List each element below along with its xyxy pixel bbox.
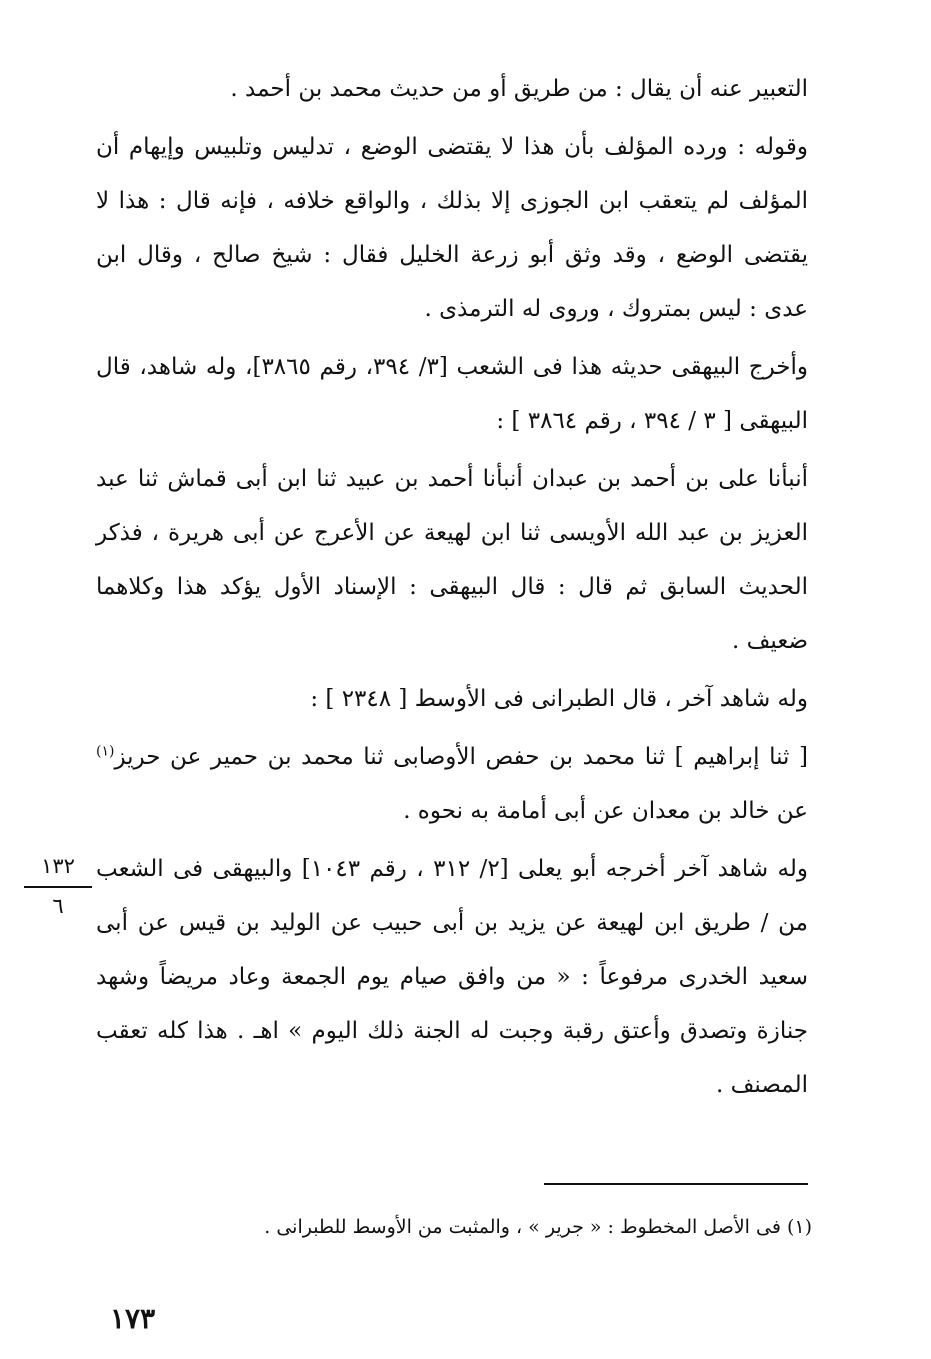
footnote-reference: (١) xyxy=(96,743,115,760)
paragraph-3: وأخرج البيهقى حديثه هذا فى الشعب [٣/ ٣٩٤، رقم ٣٨٦٥]، وله شاهد، قال البيهقى [ ٣ / ٣٩٤ ، رقم ٣٨٦٤ ] : xyxy=(96,354,808,434)
paragraph-4: أنبأنا على بن أحمد بن عبدان أنبأنا أحمد بن عبيد ثنا ابن أبى قماش ثنا عبد العزيز بن عبد الله الأويسى ثنا ابن لهيعة عن الأعرج عن أبى هريرة ، فذكر الحديث السابق ثم قال : قال البيهقى : الإسناد الأول يؤكد هذا وكلاهما ضعيف . xyxy=(96,466,808,654)
folio-divider xyxy=(24,886,92,888)
paragraph-6-text-a: [ ثنا إبراهيم ] ثنا محمد بن حفص الأوصابى ثنا محمد بن حمير عن حريز xyxy=(114,744,808,770)
manuscript-folio-note xyxy=(24,852,92,920)
folio-number: ١٣٢ xyxy=(41,854,75,878)
folio-side: ٦ xyxy=(52,894,64,918)
paragraph-6 xyxy=(96,730,808,838)
footnote: (١) فى الأصل المخطوط : « جرير » ، والمثبت من الأوسط للطبرانى . xyxy=(264,1216,812,1238)
main-text xyxy=(96,62,808,1116)
paragraph-6-text-b: عن خالد بن معدان عن أبى أمامة به نحوه . xyxy=(403,798,808,824)
page-number: ١٧٣ xyxy=(110,1302,156,1335)
paragraph-1: التعبير عنه أن يقال : من طريق أو من حديث محمد بن أحمد . xyxy=(230,76,808,102)
footnote-separator xyxy=(544,1183,808,1185)
paragraph-2: وقوله : ورده المؤلف بأن هذا لا يقتضى الوضع ، تدليس وتلبيس وإيهام أن المؤلف لم يتعقب ابن الجوزى إلا بذلك ، والواقع خلافه ، فإنه قال : هذا لا يقتضى الوضع ، وقد وثق أبو زرعة الخليل فقال : شيخ صالح ، وقال ابن عدى : ليس بمتروك ، وروى له الترمذى . xyxy=(96,134,808,322)
paragraph-7: وله شاهد آخر أخرجه أبو يعلى [٢/ ٣١٢ ، رقم ١٠٤٣] والبيهقى فى الشعب من / طريق ابن لهيعة عن يزيد بن أبى حبيب عن الوليد بن قيس عن أبى سعيد الخدرى مرفوعاً : « من وافق صيام يوم الجمعة وعاد مريضاً وشهد جنازة وتصدق وأعتق رقبة وجبت له الجنة ذلك اليوم » اهـ . هذا كله تعقب المصنف . xyxy=(96,856,808,1098)
paragraph-5: وله شاهد آخر ، قال الطبرانى فى الأوسط [ ٢٣٤٨ ] : xyxy=(310,686,808,712)
